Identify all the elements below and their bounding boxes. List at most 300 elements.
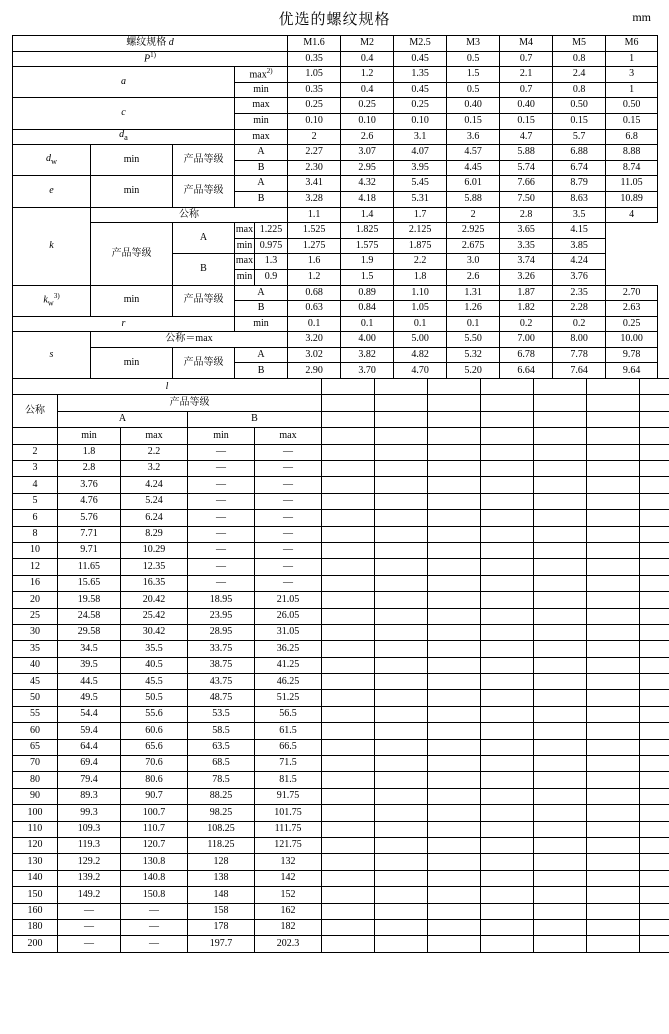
range-cell [428, 461, 481, 477]
knom-v6: 4 [606, 207, 658, 223]
kBmax-v1: 1.6 [288, 254, 341, 270]
range-cell [428, 674, 481, 690]
range-cell [322, 608, 375, 624]
blank-cell [428, 395, 481, 411]
range-cell [587, 805, 640, 821]
kwB-v0: 0.63 [288, 301, 341, 317]
r-v2: 0.1 [394, 316, 447, 332]
c-min: min [235, 113, 288, 129]
length-a-min: — [58, 919, 121, 935]
eB-v2: 5.31 [394, 191, 447, 207]
da-max: max [235, 129, 288, 145]
length-b-max: 26.05 [255, 608, 322, 624]
snom-v6: 10.00 [606, 332, 658, 348]
length-a-min: 24.58 [58, 608, 121, 624]
length-a-min: 2.8 [58, 461, 121, 477]
length-b-max: — [255, 575, 322, 591]
blank-cell [640, 428, 669, 444]
range-cell [587, 526, 640, 542]
range-cell [587, 674, 640, 690]
dw-B: B [235, 160, 288, 176]
length-b-max: — [255, 526, 322, 542]
range-cell [640, 624, 669, 640]
blank-cell [587, 379, 640, 395]
range-cell [481, 592, 534, 608]
kwA-v6: 2.70 [606, 285, 658, 301]
blank-cell [587, 395, 640, 411]
range-cell [322, 559, 375, 575]
row-label-kw: $k_w^{3)}$ [13, 285, 91, 316]
length-nominal: 180 [13, 919, 58, 935]
length-b-max: 41.25 [255, 657, 322, 673]
range-cell [640, 805, 669, 821]
kwB-v4: 1.82 [500, 301, 553, 317]
length-a-min: 39.5 [58, 657, 121, 673]
length-b-max: 202.3 [255, 936, 322, 952]
kBmin-v1: 1.2 [288, 269, 341, 285]
range-cell [587, 477, 640, 493]
range-cell [640, 788, 669, 804]
amax-v5: 2.4 [553, 67, 606, 83]
length-b-min: — [188, 542, 255, 558]
blank-cell [375, 379, 428, 395]
cmin-v3: 0.15 [447, 113, 500, 129]
range-cell [640, 493, 669, 509]
unit-label: mm [632, 10, 651, 24]
range-cell [322, 657, 375, 673]
range-cell [428, 805, 481, 821]
eA-v4: 7.66 [500, 176, 553, 192]
s-grade: 产品等级 [173, 347, 235, 378]
eB-v4: 7.50 [500, 191, 553, 207]
length-b-min: — [188, 493, 255, 509]
range-cell [640, 903, 669, 919]
range-cell [640, 592, 669, 608]
length-a-max: 45.5 [121, 674, 188, 690]
length-b-min: 88.25 [188, 788, 255, 804]
range-cell [481, 575, 534, 591]
kwB-v6: 2.63 [606, 301, 658, 317]
blank-cell [587, 411, 640, 427]
dwA-v5: 6.88 [553, 145, 606, 161]
sB-v3: 5.20 [447, 363, 500, 379]
kwB-v5: 2.28 [553, 301, 606, 317]
cmin-v5: 0.15 [553, 113, 606, 129]
kwA-v1: 0.89 [341, 285, 394, 301]
page-title: 优选的螺纹规格 [278, 12, 391, 28]
eB-v6: 10.89 [606, 191, 658, 207]
s-nominal: 公称＝max [91, 332, 288, 348]
length-a-min: 54.4 [58, 706, 121, 722]
length-nominal: 160 [13, 903, 58, 919]
k-grade: 产品等级 [91, 223, 173, 285]
kBmin-v4: 2.6 [447, 269, 500, 285]
length-a-max: 4.24 [121, 477, 188, 493]
range-cell [481, 526, 534, 542]
kAmax-v4: 2.925 [447, 223, 500, 239]
length-a-min: 11.65 [58, 559, 121, 575]
length-a-min: 99.3 [58, 805, 121, 821]
length-nominal: 5 [13, 493, 58, 509]
length-nominal: 70 [13, 756, 58, 772]
kAmin-v2: 1.575 [341, 238, 394, 254]
length-b-min: — [188, 477, 255, 493]
range-cell [481, 838, 534, 854]
range-cell [428, 706, 481, 722]
range-cell [640, 542, 669, 558]
table-row [13, 821, 669, 837]
blank-cell [640, 379, 669, 395]
range-cell [534, 821, 587, 837]
range-cell [428, 739, 481, 755]
kw-A: A [235, 285, 288, 301]
k-B-max: max [235, 254, 255, 270]
snom-v3: 5.50 [447, 332, 500, 348]
length-a-max: 130.8 [121, 854, 188, 870]
range-cell [322, 838, 375, 854]
range-cell [322, 461, 375, 477]
range-cell [322, 854, 375, 870]
eA-v0: 3.41 [288, 176, 341, 192]
knom-v2: 1.7 [394, 207, 447, 223]
length-a-max: 8.29 [121, 526, 188, 542]
range-cell [587, 854, 640, 870]
length-nominal: 4 [13, 477, 58, 493]
range-cell [375, 723, 428, 739]
range-cell [534, 526, 587, 542]
blank-cell [640, 411, 669, 427]
da-v5: 5.7 [553, 129, 606, 145]
length-a-max: 60.6 [121, 723, 188, 739]
table-row [13, 903, 669, 919]
length-b-min: 48.75 [188, 690, 255, 706]
dw-min: min [91, 145, 173, 176]
length-b-max: 71.5 [255, 756, 322, 772]
length-nominal: 16 [13, 575, 58, 591]
cmax-v6: 0.50 [606, 98, 658, 114]
length-b-min: 28.95 [188, 624, 255, 640]
range-cell [375, 739, 428, 755]
range-cell [375, 805, 428, 821]
r-v3: 0.1 [447, 316, 500, 332]
length-a-max: 80.6 [121, 772, 188, 788]
range-cell [534, 444, 587, 460]
range-cell [481, 674, 534, 690]
range-cell [428, 575, 481, 591]
range-cell [534, 674, 587, 690]
length-nominal: 80 [13, 772, 58, 788]
length-a-max: 6.24 [121, 510, 188, 526]
sA-v6: 9.78 [606, 347, 658, 363]
length-nominal: 90 [13, 788, 58, 804]
r-v5: 0.2 [553, 316, 606, 332]
length-b-max: 152 [255, 887, 322, 903]
blank-cell [481, 428, 534, 444]
amax-v1: 1.2 [341, 67, 394, 83]
range-cell [322, 592, 375, 608]
sA-v1: 3.82 [341, 347, 394, 363]
table-row [13, 870, 669, 886]
length-a-max: 120.7 [121, 838, 188, 854]
range-cell [322, 723, 375, 739]
length-a-max: 20.42 [121, 592, 188, 608]
range-cell [587, 739, 640, 755]
length-b-max: 56.5 [255, 706, 322, 722]
range-cell [322, 772, 375, 788]
kAmax-v6: 4.15 [553, 223, 606, 239]
length-b-min: — [188, 510, 255, 526]
kAmin-v3: 1.875 [394, 238, 447, 254]
amin-v4: 0.7 [500, 82, 553, 98]
range-cell [322, 903, 375, 919]
dwA-v1: 3.07 [341, 145, 394, 161]
length-b-max: — [255, 542, 322, 558]
k-nominal: 公称 [91, 207, 288, 223]
length-b-min: 118.25 [188, 838, 255, 854]
dwA-v3: 4.57 [447, 145, 500, 161]
range-cell [481, 887, 534, 903]
eB-v0: 3.28 [288, 191, 341, 207]
length-a-min: 69.4 [58, 756, 121, 772]
range-cell [587, 838, 640, 854]
s-A: A [235, 347, 288, 363]
range-cell [322, 739, 375, 755]
da-v2: 3.1 [394, 129, 447, 145]
length-a-max: 5.24 [121, 493, 188, 509]
P-v1: 0.4 [341, 51, 394, 67]
range-cell [587, 723, 640, 739]
eA-v6: 11.05 [606, 176, 658, 192]
length-table [12, 378, 669, 953]
range-cell [428, 821, 481, 837]
length-a-max: 70.6 [121, 756, 188, 772]
kBmax-v3: 2.2 [394, 254, 447, 270]
length-a-min: 9.71 [58, 542, 121, 558]
length-a-min: 4.76 [58, 493, 121, 509]
range-cell [375, 690, 428, 706]
length-a-max: 16.35 [121, 575, 188, 591]
range-cell [534, 870, 587, 886]
range-cell [375, 608, 428, 624]
table-row [13, 805, 669, 821]
row-label-a: a [13, 67, 235, 98]
length-nominal: 12 [13, 559, 58, 575]
length-nominal: 120 [13, 838, 58, 854]
range-cell [534, 477, 587, 493]
size-header-3: M3 [447, 36, 500, 52]
length-b-min: 58.5 [188, 723, 255, 739]
table-row [13, 706, 669, 722]
range-cell [640, 608, 669, 624]
kw-min: min [91, 285, 173, 316]
kwA-v5: 2.35 [553, 285, 606, 301]
dw-grade: 产品等级 [173, 145, 235, 176]
range-cell [428, 919, 481, 935]
range-cell [587, 461, 640, 477]
range-cell [587, 608, 640, 624]
size-header-6: M6 [606, 36, 658, 52]
length-b-min: — [188, 444, 255, 460]
dwA-v2: 4.07 [394, 145, 447, 161]
blank-cell [375, 395, 428, 411]
length-a-max: 90.7 [121, 788, 188, 804]
length-nominal: 8 [13, 526, 58, 542]
range-cell [640, 936, 669, 952]
range-cell [481, 510, 534, 526]
length-a-min: 139.2 [58, 870, 121, 886]
range-cell [640, 477, 669, 493]
length-a-min: 129.2 [58, 854, 121, 870]
range-cell [481, 706, 534, 722]
range-cell [640, 461, 669, 477]
length-b-max: — [255, 510, 322, 526]
kwA-v3: 1.31 [447, 285, 500, 301]
length-a-max: 35.5 [121, 641, 188, 657]
length-nominal: 140 [13, 870, 58, 886]
length-nominal: 150 [13, 887, 58, 903]
eA-v3: 6.01 [447, 176, 500, 192]
kBmax-v4: 3.0 [447, 254, 500, 270]
amin-v1: 0.4 [341, 82, 394, 98]
length-a-max: 65.6 [121, 739, 188, 755]
length-b-min: 78.5 [188, 772, 255, 788]
kwA-v2: 1.10 [394, 285, 447, 301]
range-cell [481, 805, 534, 821]
kwB-v1: 0.84 [341, 301, 394, 317]
range-cell [587, 788, 640, 804]
range-cell [322, 870, 375, 886]
cmin-v6: 0.15 [606, 113, 658, 129]
dwB-v6: 8.74 [606, 160, 658, 176]
range-cell [587, 772, 640, 788]
cmin-v1: 0.10 [341, 113, 394, 129]
amax-v2: 1.35 [394, 67, 447, 83]
table-row [13, 788, 669, 804]
range-cell [428, 903, 481, 919]
range-cell [534, 608, 587, 624]
range-cell [481, 756, 534, 772]
range-cell [640, 854, 669, 870]
da-v1: 2.6 [341, 129, 394, 145]
range-cell [640, 559, 669, 575]
length-b-min: 18.95 [188, 592, 255, 608]
eA-v1: 4.32 [341, 176, 394, 192]
table-row [13, 674, 669, 690]
blank-cell [428, 379, 481, 395]
range-cell [534, 657, 587, 673]
table-row [13, 772, 669, 788]
table-row [13, 919, 669, 935]
kwA-v4: 1.87 [500, 285, 553, 301]
range-cell [534, 559, 587, 575]
range-cell [375, 788, 428, 804]
eA-v5: 8.79 [553, 176, 606, 192]
length-b-max: 36.25 [255, 641, 322, 657]
length-nominal: 2 [13, 444, 58, 460]
range-cell [375, 657, 428, 673]
length-b-max: 121.75 [255, 838, 322, 854]
kBmax-v2: 1.9 [341, 254, 394, 270]
length-a-min: — [58, 903, 121, 919]
range-cell [481, 477, 534, 493]
range-cell [587, 657, 640, 673]
range-cell [428, 772, 481, 788]
range-cell [481, 936, 534, 952]
kAmax-v0: 1.225 [255, 223, 288, 239]
length-nominal: 55 [13, 706, 58, 722]
blank-cell [587, 428, 640, 444]
range-cell [322, 936, 375, 952]
range-cell [428, 477, 481, 493]
length-nominal: 3 [13, 461, 58, 477]
range-cell [375, 493, 428, 509]
da-v6: 6.8 [606, 129, 658, 145]
range-cell [428, 887, 481, 903]
range-cell [375, 936, 428, 952]
table-row [13, 624, 669, 640]
range-cell [587, 444, 640, 460]
range-cell [587, 887, 640, 903]
length-b-max: — [255, 493, 322, 509]
k-A: A [173, 223, 235, 254]
r-v1: 0.1 [341, 316, 394, 332]
range-cell [534, 575, 587, 591]
range-cell [428, 641, 481, 657]
length-b-min: 138 [188, 870, 255, 886]
length-a-min: 34.5 [58, 641, 121, 657]
range-cell [640, 444, 669, 460]
row-label-s: s [13, 332, 91, 379]
table-row [13, 461, 669, 477]
length-a-min: 19.58 [58, 592, 121, 608]
range-cell [375, 870, 428, 886]
range-cell [322, 510, 375, 526]
length-a-min: 1.8 [58, 444, 121, 460]
dwA-v6: 8.88 [606, 145, 658, 161]
kwA-v0: 0.68 [288, 285, 341, 301]
range-cell [534, 854, 587, 870]
blank-cell [534, 395, 587, 411]
length-a-max: 30.42 [121, 624, 188, 640]
length-b-min: 148 [188, 887, 255, 903]
kAmin-v1: 1.275 [288, 238, 341, 254]
eB-v5: 8.63 [553, 191, 606, 207]
table-row [13, 887, 669, 903]
length-b-min: 43.75 [188, 674, 255, 690]
kAmin-v6: 3.85 [553, 238, 606, 254]
dwB-v4: 5.74 [500, 160, 553, 176]
knom-v0: 1.1 [288, 207, 341, 223]
range-cell [375, 542, 428, 558]
row-label-k: k [13, 207, 91, 285]
range-cell [587, 641, 640, 657]
sA-v5: 7.78 [553, 347, 606, 363]
dwB-v1: 2.95 [341, 160, 394, 176]
table-row [13, 936, 669, 952]
range-cell [428, 936, 481, 952]
range-cell [322, 805, 375, 821]
table-row [13, 854, 669, 870]
range-cell [322, 493, 375, 509]
range-cell [481, 870, 534, 886]
length-nominal: 35 [13, 641, 58, 657]
cmax-v5: 0.50 [553, 98, 606, 114]
s-min: min [91, 347, 173, 378]
length-a-max: 25.42 [121, 608, 188, 624]
range-cell [587, 936, 640, 952]
range-cell [375, 559, 428, 575]
length-b-min: 53.5 [188, 706, 255, 722]
